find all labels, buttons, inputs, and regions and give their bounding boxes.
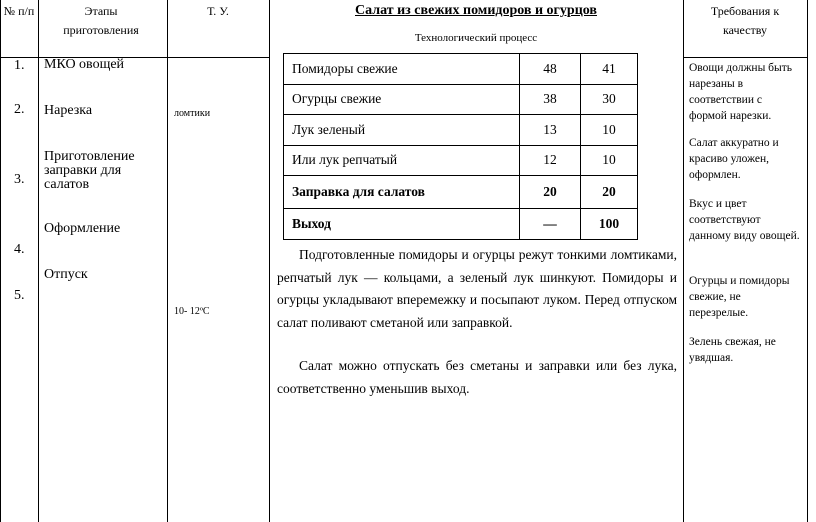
process-paragraph: Подготовленные помидоры и огурцы режут тонкими ломтиками, репчатый лук — кольцами, а зеленый лук шинкуют. Помидоры и огурцы укладывают вперемежку и посыпают луком. Перед отпуском салат поливают сметаной или заправкой.	[277, 247, 677, 330]
ingredient-name: Лук зеленый	[284, 115, 520, 146]
header-number: № п/п	[3, 4, 35, 18]
net-weight: 10	[581, 145, 638, 176]
process-heading: Технологический процесс	[414, 32, 538, 44]
header-requirements: Требования к качеству	[710, 4, 780, 37]
requirement-item: Салат аккуратно и красиво уложен, оформлен.	[689, 137, 779, 181]
header-bottom-border	[683, 57, 807, 58]
tu-serving-temperature: 10- 12ºС	[174, 306, 210, 317]
ingredient-name: Помидоры свежие	[284, 54, 520, 85]
gross-weight: 13	[520, 115, 581, 146]
column-divider	[683, 0, 684, 522]
stage-label: Нарезка	[44, 103, 93, 118]
header-stages: Этапы приготовления	[63, 4, 139, 37]
gross-weight: 20	[520, 176, 581, 209]
net-weight: 20	[581, 176, 638, 209]
gross-weight: —	[520, 209, 581, 240]
table-row	[284, 209, 638, 240]
requirement-item: Зелень свежая, не увядшая.	[689, 336, 776, 364]
row-number: 1.	[14, 58, 25, 73]
recipe-title: Салат из свежих помидоров и огурцов	[355, 3, 597, 18]
row-number: 2.	[14, 102, 25, 117]
column-divider	[167, 0, 168, 522]
net-weight: 30	[581, 84, 638, 115]
table-row	[284, 54, 638, 85]
table-row	[284, 145, 638, 176]
gross-weight: 48	[520, 54, 581, 85]
requirement-item: Овощи должны быть нарезаны в соответствии с формой нарезки.	[689, 62, 793, 122]
header-tu: Т. У.	[207, 4, 229, 18]
column-divider	[269, 0, 270, 522]
table-border-left	[0, 0, 1, 522]
net-weight: 10	[581, 115, 638, 146]
ingredient-name: Огурцы свежие	[284, 84, 520, 115]
process-note: Салат можно отпускать без сметаны и заправки или без лука, соответственно уменьшив выход.	[277, 358, 677, 396]
yield-label: Выход	[284, 209, 520, 240]
row-number: 4.	[14, 242, 25, 257]
stage-label: Отпуск	[44, 267, 88, 282]
column-divider	[38, 0, 39, 522]
table-row	[284, 176, 638, 209]
requirement-item: Вкус и цвет соответствуют данному виду овощей.	[689, 198, 800, 242]
stage-label: МКО овощей	[44, 57, 125, 72]
net-weight: 100	[581, 209, 638, 240]
ingredient-name: Или лук репчатый	[284, 145, 520, 176]
row-number: 3.	[14, 172, 25, 187]
table-row	[284, 115, 638, 146]
ingredients-table	[283, 53, 638, 240]
requirement-item: Огурцы и помидоры свежие, не перезрелые.	[689, 275, 790, 319]
stage-label: Оформление	[44, 221, 121, 236]
tu-cutting: ломтики	[174, 108, 211, 119]
stage-label: Приготовление заправки для салатов	[44, 149, 135, 192]
gross-weight: 12	[520, 145, 581, 176]
table-row	[284, 84, 638, 115]
gross-weight: 38	[520, 84, 581, 115]
row-number: 5.	[14, 288, 25, 303]
table-border-right	[807, 0, 808, 522]
ingredient-name: Заправка для салатов	[284, 176, 520, 209]
net-weight: 41	[581, 54, 638, 85]
